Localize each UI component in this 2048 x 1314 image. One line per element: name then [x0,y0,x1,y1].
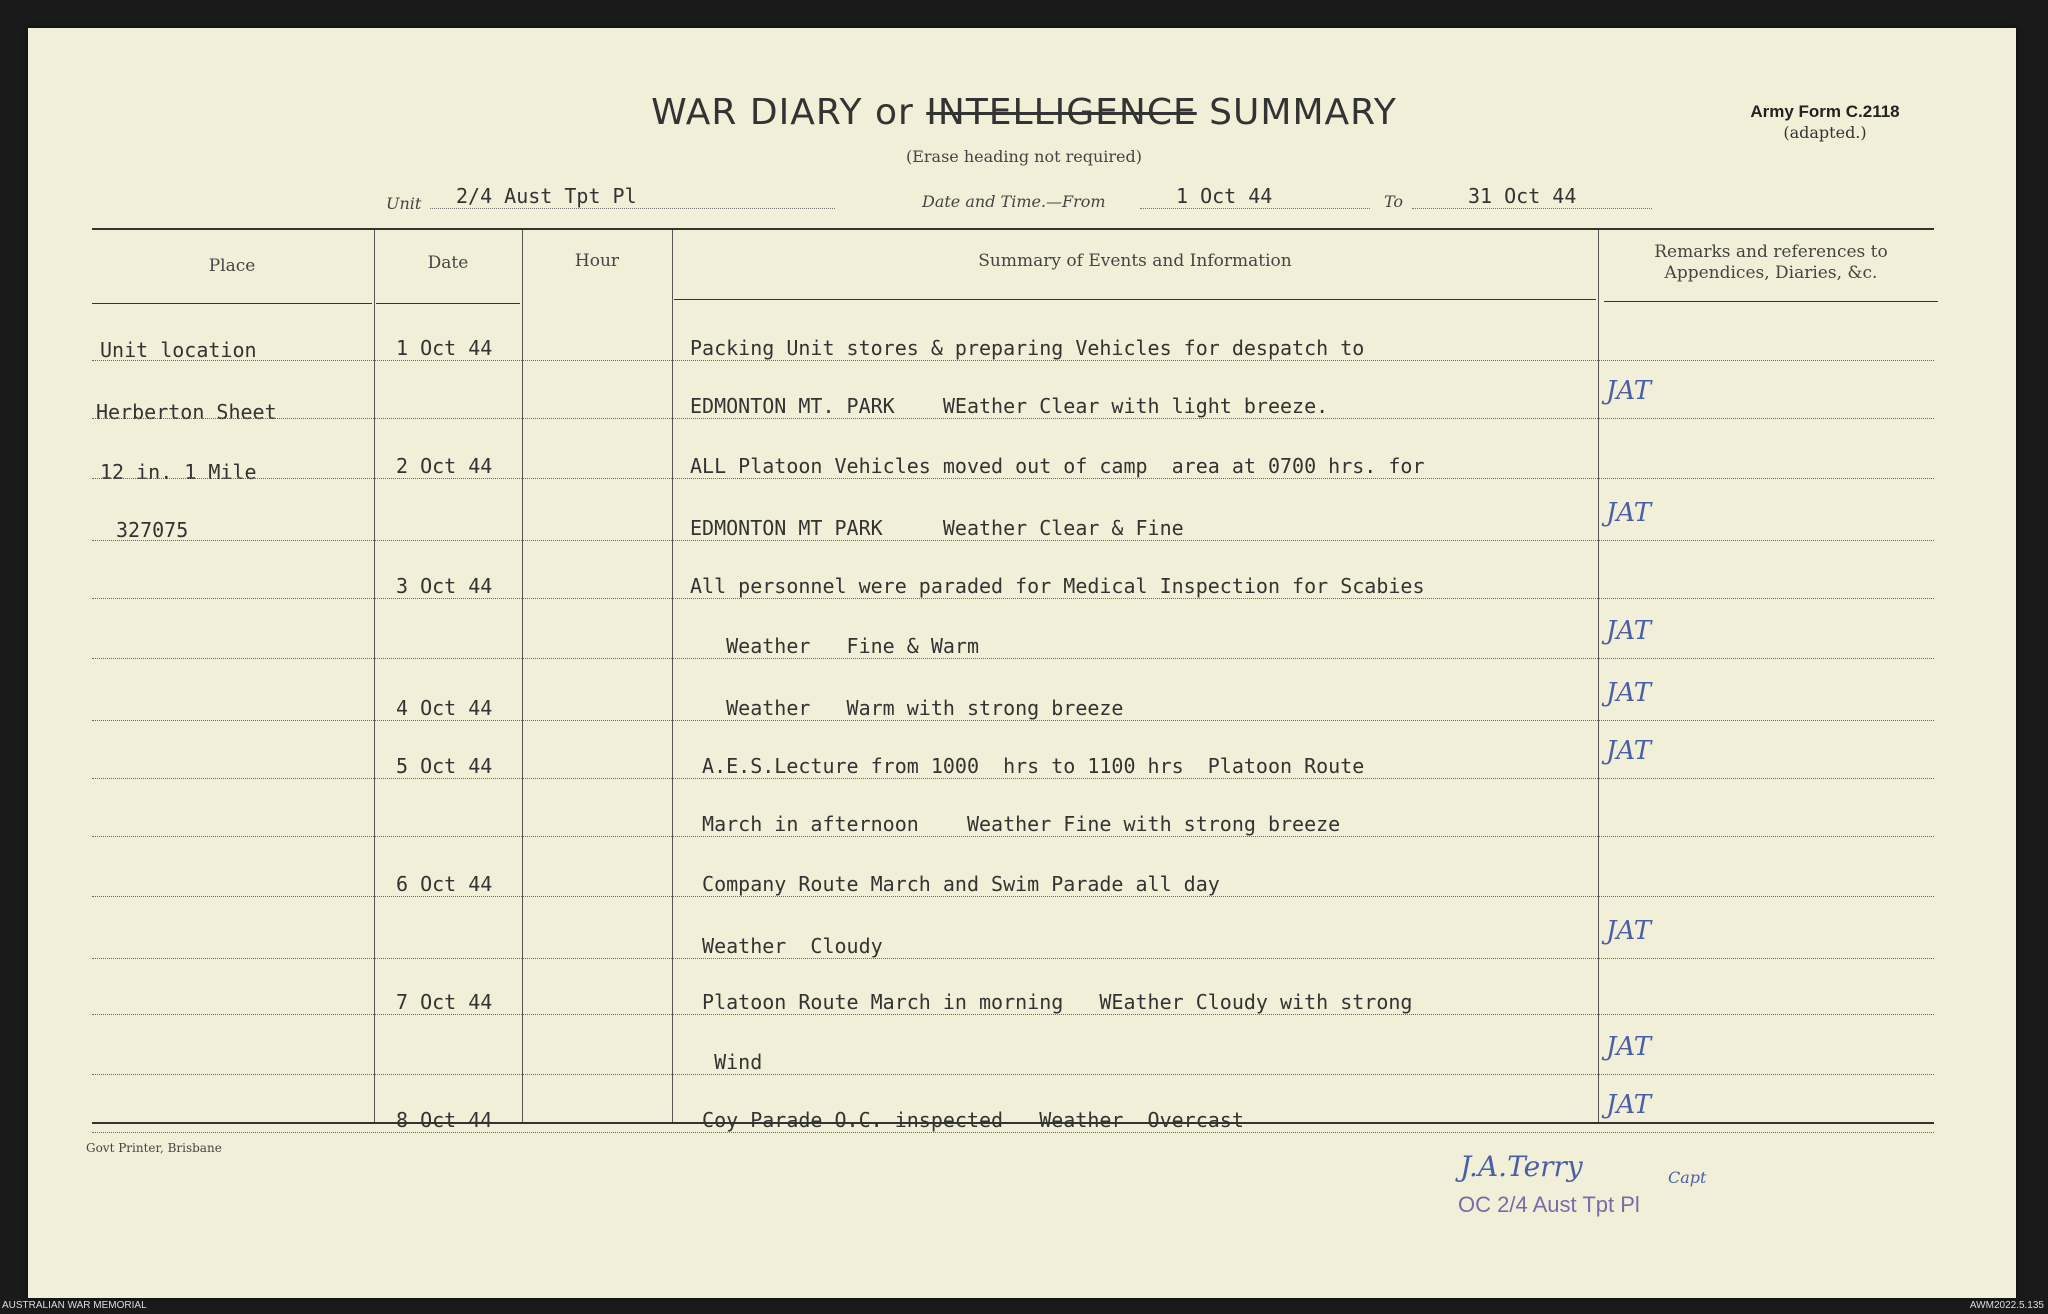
entry-summary: Platoon Route March in morning WEather Cloudy with strong [690,990,1413,1014]
row-rule [92,1074,1934,1075]
entry-summary: March in afternoon Weather Fine with strong breeze [690,812,1341,836]
column-divider-place [374,230,375,1122]
row-rule [92,958,1934,959]
form-id: Army Form C.2118 [1750,102,1900,121]
commander-signature: J.A.Terry [1460,1150,1583,1183]
row-rule [92,598,1934,599]
header-rule-remarks [1604,301,1938,302]
unit-value: 2/4 Aust Tpt Pl [430,184,835,209]
entry-summary: Packing Unit stores & preparing Vehicles for despatch to [690,336,1365,360]
column-divider-date [522,230,523,1122]
place-line: Unit location [100,338,257,362]
entry-summary: EDMONTON MT. PARK WEather Clear with light breeze. [690,394,1329,418]
title-struck-word: INTELLIGENCE [926,92,1197,133]
place-line: 327075 [116,518,189,542]
column-divider-hour [672,230,673,1122]
title-suffix: SUMMARY [1196,92,1397,133]
column-header-hour: Hour [574,251,620,271]
row-rule [92,360,1934,361]
row-rule [92,1132,1934,1133]
header-rule-summary [674,299,1596,300]
row-rule [92,658,1934,659]
entry-date: 6 Oct 44 [396,872,493,896]
row-rule [92,540,1934,541]
row-rule [92,836,1934,837]
unit-stamp: OC 2/4 Aust Tpt Pl [1458,1192,1640,1217]
signature-rank: Capt [1668,1168,1707,1187]
entry-summary: A.E.S.Lecture from 1000 hrs to 1100 hrs Platoon Route [690,754,1365,778]
column-divider-summary [1598,230,1599,1122]
initials-signature: JAT [1606,916,1652,946]
heading-instruction: (Erase heading not required) [905,147,1142,166]
title-prefix: WAR DIARY or [651,92,927,133]
entry-summary: Weather Warm with strong breeze [690,696,1124,720]
entry-summary: Weather Cloudy [690,934,883,958]
entry-date: 8 Oct 44 [396,1108,493,1132]
entry-summary: Wind [690,1050,763,1074]
entry-summary: ALL Platoon Vehicles moved out of camp area at 0700 hrs. for [690,454,1425,478]
column-header-summary: Summary of Events and Information [978,251,1292,271]
date-to-value: 31 Oct 44 [1412,184,1652,209]
entry-date: 5 Oct 44 [396,754,493,778]
entry-date: 7 Oct 44 [396,990,493,1014]
row-rule [92,478,1934,479]
place-line: Herberton Sheet [96,400,277,424]
initials-signature: JAT [1606,736,1652,766]
archive-credit: AUSTRALIAN WAR MEMORIAL [2,1300,147,1311]
entry-summary: Weather Fine & Warm [690,634,979,658]
entry-date: 4 Oct 44 [396,696,493,720]
initials-signature: JAT [1606,1090,1652,1120]
date-to-label: To [1384,192,1404,211]
column-header-remarks: Remarks and references to Appendices, Diaries, &c. [1654,242,1888,283]
date-from-value: 1 Oct 44 [1140,184,1370,209]
date-from-label: Date and Time.—From [922,192,1106,211]
row-rule [92,778,1934,779]
header-rule-place [92,303,372,304]
row-rule [92,896,1934,897]
entry-date: 2 Oct 44 [396,454,493,478]
entry-summary: All personnel were paraded for Medical Inspection for Scabies [690,574,1425,598]
row-rule [92,720,1934,721]
row-rule [92,1014,1934,1015]
entry-summary: Company Route March and Swim Parade all day [690,872,1220,896]
initials-signature: JAT [1606,376,1652,406]
column-header-place: Place [208,256,256,276]
archive-reference: AWM2022.5.135 [1969,1300,2044,1311]
entry-summary: EDMONTON MT PARK Weather Clear & Fine [690,516,1184,540]
row-rule [92,418,1934,419]
printer-imprint: Govt Printer, Brisbane [86,1141,222,1155]
initials-signature: JAT [1606,678,1652,708]
form-note: (adapted.) [1783,123,1867,142]
entry-summary: Coy Parade O.C. inspected Weather Overcast [690,1108,1244,1132]
column-header-date: Date [427,253,469,273]
unit-label: Unit [386,194,422,213]
initials-signature: JAT [1606,616,1652,646]
header-rule-date [376,303,520,304]
table-top-rule [92,228,1934,230]
entry-date: 3 Oct 44 [396,574,493,598]
initials-signature: JAT [1606,1032,1652,1062]
entry-date: 1 Oct 44 [396,336,493,360]
initials-signature: JAT [1606,498,1652,528]
place-line: 12 in. 1 Mile [100,460,257,484]
